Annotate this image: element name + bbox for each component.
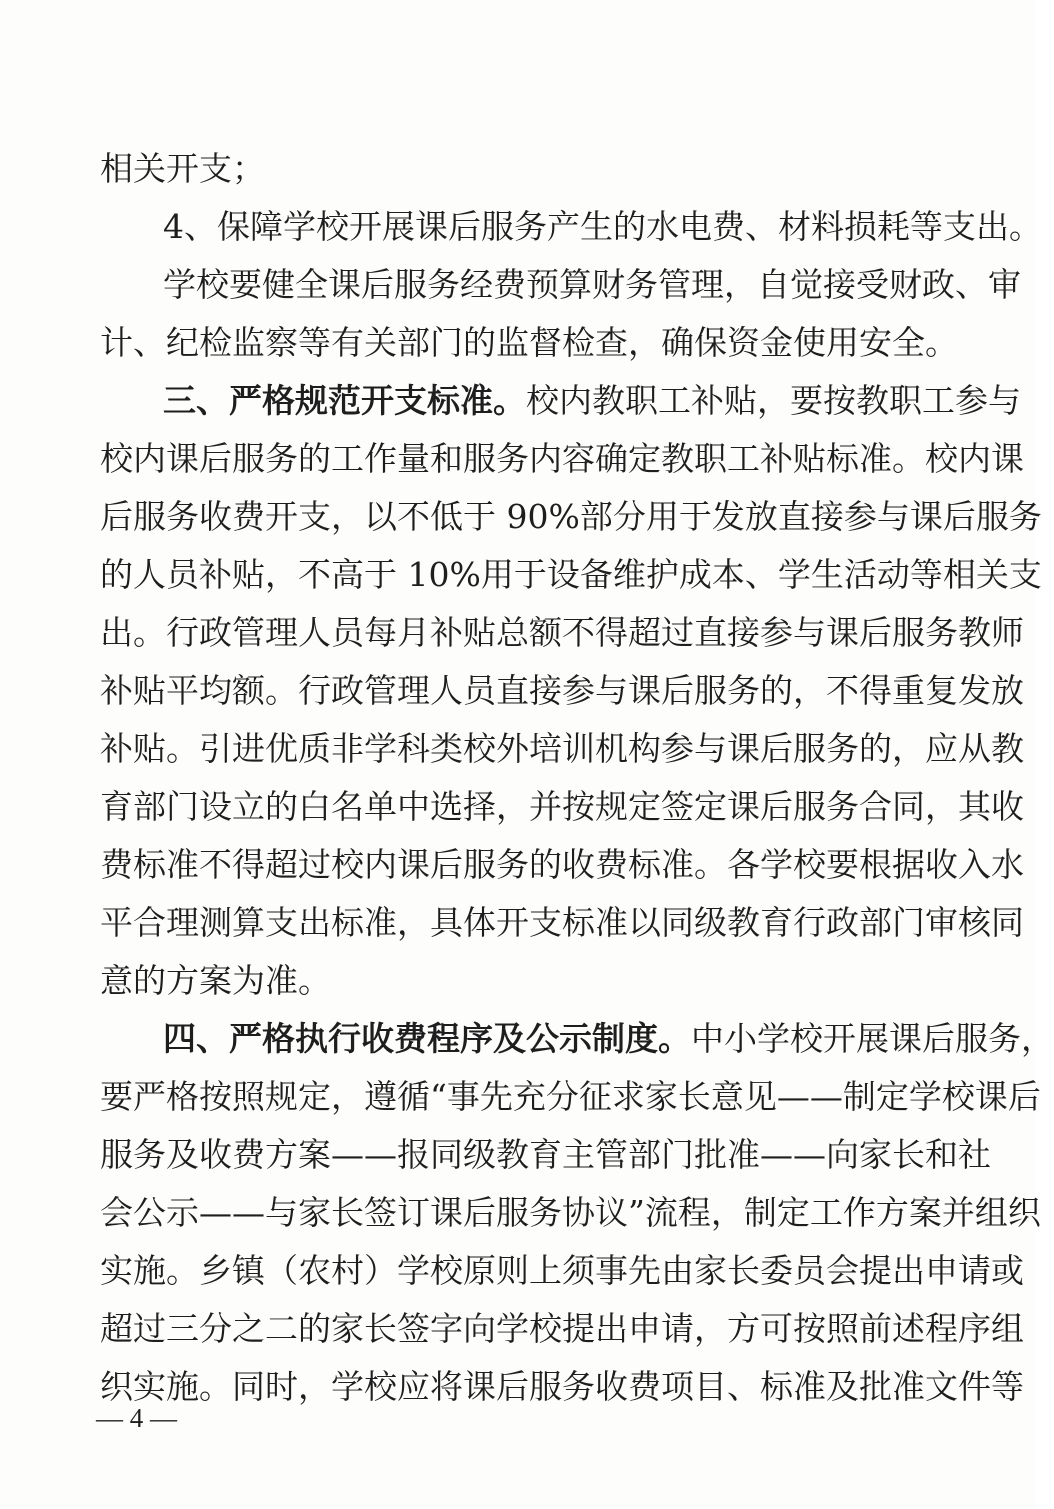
- text-line: 会公示——与家长签订课后服务协议”流程，制定工作方案并组织: [100, 1193, 1041, 1232]
- text-line: 费标准不得超过校内课后服务的收费标准。各学校要根据收入水: [100, 845, 1024, 884]
- text-line: 服务及收费方案——报同级教育主管部门批准——向家长和社: [100, 1135, 991, 1174]
- section-heading: 三、严格规范开支标准。: [163, 381, 526, 420]
- section-text: 中小学校开展课后服务，: [691, 1019, 1054, 1058]
- text-line: 计、纪检监察等有关部门的监督检查，确保资金使用安全。: [100, 323, 958, 362]
- page-number: — 4 —: [96, 1403, 177, 1433]
- text-line: 育部门设立的白名单中选择，并按规定签定课后服务合同，其收: [100, 787, 1024, 826]
- text-line: 织实施。同时，学校应将课后服务收费项目、标准及批准文件等: [100, 1367, 1024, 1406]
- text-line: 补贴。引进优质非学科类校外培训机构参与课后服务的，应从教: [100, 729, 1024, 768]
- text-line: 意的方案为准。: [100, 961, 331, 1000]
- text-line: 超过三分之二的家长签字向学校提出申请，方可按照前述程序组: [100, 1309, 1024, 1348]
- section-three-line: [163, 372, 1021, 430]
- section-heading: 四、严格执行收费程序及公示制度。: [163, 1019, 691, 1058]
- section-four-line: [163, 1010, 1054, 1068]
- text-line: 补贴平均额。行政管理人员直接参与课后服务的，不得重复发放: [100, 671, 1024, 710]
- text-line: 实施。乡镇（农村）学校原则上须事先由家长委员会提出申请或: [100, 1251, 1024, 1290]
- text-line: 相关开支；: [100, 149, 265, 188]
- text-line: 后服务收费开支，以不低于 90%部分用于发放直接参与课后服务: [100, 497, 1042, 536]
- section-text: 校内教职工补贴，要按教职工参与: [526, 381, 1021, 420]
- text-line: 校内课后服务的工作量和服务内容确定教职工补贴标准。校内课: [100, 439, 1024, 478]
- text-line: 学校要健全课后服务经费预算财务管理，自觉接受财政、审: [163, 265, 1021, 304]
- text-line: 4、保障学校开展课后服务产生的水电费、材料损耗等支出。: [163, 207, 1042, 246]
- text-line: 要严格按照规定，遵循“事先充分征求家长意见——制定学校课后: [100, 1077, 1041, 1116]
- text-line: 出。行政管理人员每月补贴总额不得超过直接参与课后服务教师: [100, 613, 1024, 652]
- text-line: 的人员补贴，不高于 10%用于设备维护成本、学生活动等相关支: [100, 555, 1042, 594]
- text-line: 平合理测算支出标准，具体开支标准以同级教育行政部门审核同: [100, 903, 1024, 942]
